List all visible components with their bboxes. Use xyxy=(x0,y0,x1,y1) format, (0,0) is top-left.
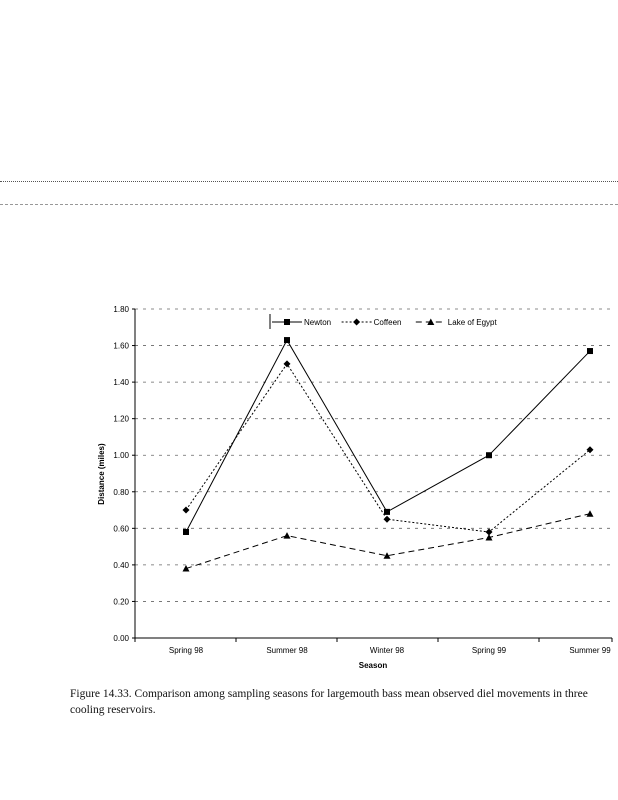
series xyxy=(183,337,594,571)
series-line xyxy=(186,514,590,569)
gridlines xyxy=(135,309,612,601)
data-point-triangle xyxy=(183,565,190,572)
data-point-square xyxy=(284,337,290,343)
data-point-diamond xyxy=(353,319,360,326)
data-point-square xyxy=(486,452,492,458)
data-point-diamond xyxy=(384,516,391,523)
legend-item xyxy=(342,318,402,327)
y-tick-label: 1.60 xyxy=(113,341,129,351)
data-point-square xyxy=(284,319,290,325)
legend xyxy=(270,314,497,329)
x-tick-label: Summer 99 xyxy=(569,646,611,655)
legend-label: Coffeen xyxy=(373,318,402,327)
x-axis-title: Season xyxy=(358,661,388,670)
y-tick-label: 0.60 xyxy=(113,524,129,534)
y-tick-label: 1.20 xyxy=(113,414,129,424)
y-axis-title: Distance (miles) xyxy=(97,443,106,505)
y-tick-label: 1.80 xyxy=(113,305,129,314)
legend-label: Newton xyxy=(304,318,332,327)
y-tick-labels xyxy=(113,305,135,643)
data-point-square xyxy=(183,529,189,535)
x-tick-labels xyxy=(135,638,612,655)
series-newton xyxy=(183,337,593,535)
y-tick-label: 1.40 xyxy=(113,378,129,388)
x-tick-label: Summer 98 xyxy=(266,646,308,655)
legend-item xyxy=(272,318,331,327)
y-tick-label: 0.00 xyxy=(113,634,129,643)
x-tick-label: Spring 99 xyxy=(471,646,507,655)
x-tick-label: Winter 98 xyxy=(369,646,405,655)
data-point-triangle xyxy=(587,510,594,517)
y-tick-label: 0.20 xyxy=(113,597,129,607)
series-line xyxy=(186,340,590,532)
series-line xyxy=(186,364,590,532)
data-point-square xyxy=(587,348,593,354)
figure-caption: Figure 14.33. Comparison among sampling seasons for largemouth bass mean observed diel movements in three cooling reservoirs. xyxy=(70,688,588,716)
data-point-diamond xyxy=(284,360,291,367)
data-point-triangle xyxy=(284,532,291,539)
legend-label: Lake of Egypt xyxy=(447,318,497,327)
y-tick-label: 0.80 xyxy=(113,487,129,497)
legend-item xyxy=(416,318,498,327)
data-point-diamond xyxy=(183,507,190,514)
data-point-square xyxy=(384,509,390,515)
x-tick-label: Spring 98 xyxy=(168,646,204,655)
y-tick-label: 1.00 xyxy=(113,451,129,461)
y-tick-label: 0.40 xyxy=(113,560,129,570)
